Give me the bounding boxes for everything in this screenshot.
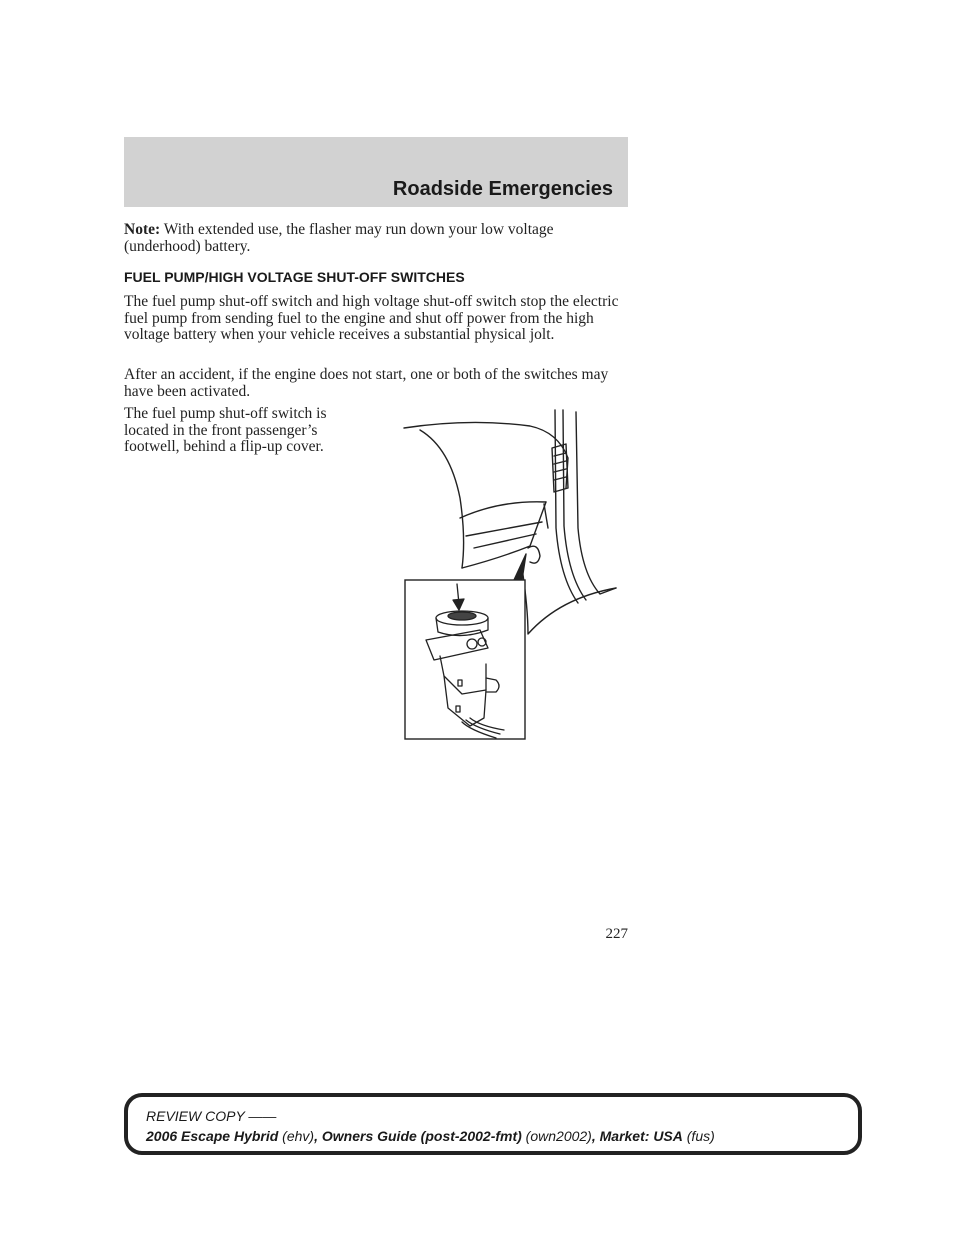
- vehicle-code: (ehv): [278, 1128, 315, 1144]
- vehicle-name: 2006 Escape Hybrid: [146, 1128, 279, 1144]
- paragraph-switch-location: The fuel pump shut-off switch is located in the front passenger’s footwell, behind a flip-up cover.: [124, 405, 327, 455]
- separator: ,: [314, 1128, 322, 1144]
- guide-code: (own2002): [521, 1128, 592, 1144]
- note-paragraph: [124, 222, 624, 255]
- market-name: USA: [653, 1128, 683, 1144]
- section-header-band: [124, 137, 628, 207]
- section-heading: FUEL PUMP/HIGH VOLTAGE SHUT-OFF SWITCHES: [124, 269, 465, 285]
- section-title: Roadside Emergencies: [392, 178, 613, 200]
- review-copy-label: REVIEW COPY ——: [146, 1108, 277, 1124]
- page-number: 227: [605, 926, 628, 942]
- note-label: Note:: [124, 221, 161, 238]
- market-code: (fus): [682, 1128, 715, 1144]
- market-label: , Market:: [591, 1128, 654, 1144]
- review-copy-details: [146, 1128, 715, 1144]
- guide-name: Owners Guide (post-2002-fmt): [321, 1128, 522, 1144]
- fuel-pump-switch-illustration: [400, 408, 622, 742]
- review-copy-footer: [124, 1093, 862, 1155]
- paragraph-after-accident: After an accident, if the engine does not start, one or both of the switches may have been activated.: [124, 366, 609, 400]
- paragraph-shutoff-description: The fuel pump shut-off switch and high voltage shut-off switch stop the electric fuel pump from sending fuel to the engine and shut off power from the high voltage battery when your vehicle receives a substantial physical jolt.: [124, 293, 619, 343]
- note-text: With extended use, the flasher may run down your low voltage (underhood) battery.: [124, 221, 554, 255]
